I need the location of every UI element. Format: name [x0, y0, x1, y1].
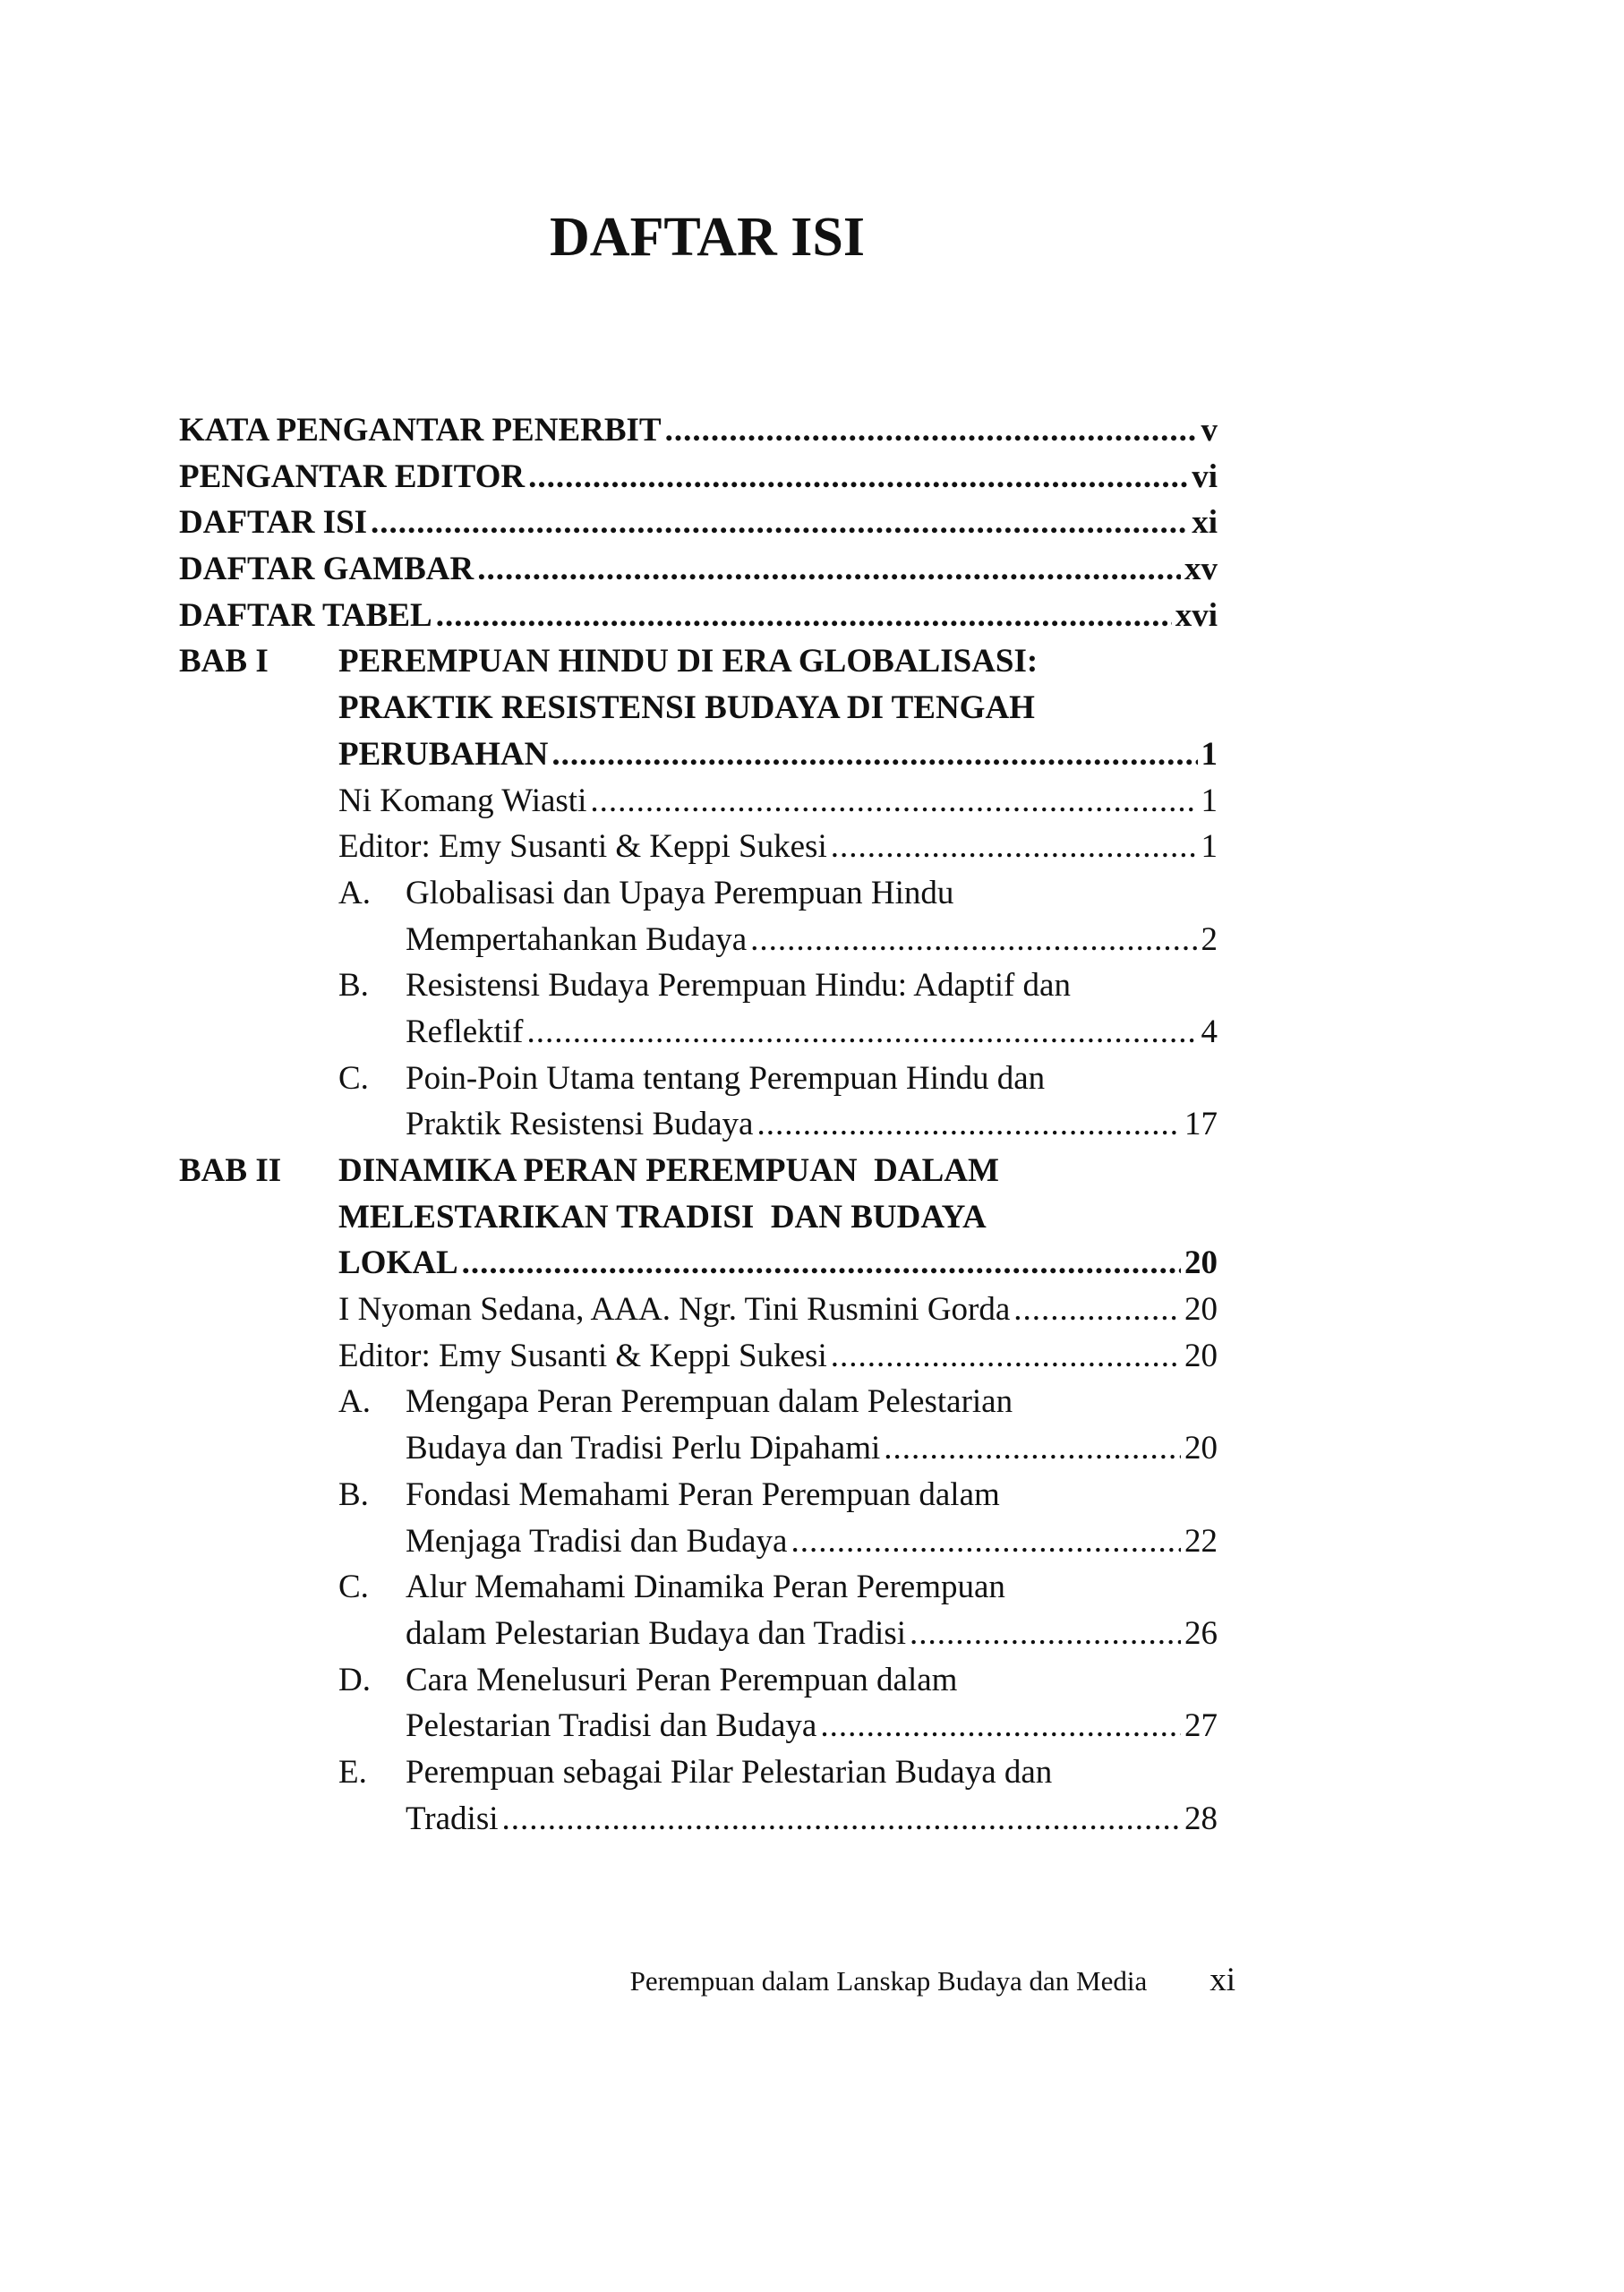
section-title: Mempertahankan Budaya: [406, 920, 748, 958]
section-title: Globalisasi dan Upaya Perempuan Hindu: [406, 874, 954, 911]
chapter-1-section-b-line-2[interactable]: [406, 1009, 1218, 1056]
section-title: Praktik Resistensi Budaya: [406, 1106, 754, 1143]
leader-dots: [371, 500, 1188, 546]
leader-dots: [528, 454, 1188, 500]
leader-dots: [551, 731, 1197, 778]
toc-page-number: 1: [1201, 735, 1218, 773]
chapter-label: BAB I: [179, 643, 269, 680]
section-title: Tradisi: [406, 1800, 499, 1837]
toc-page-number: 20: [1184, 1291, 1218, 1329]
section-letter: E.: [338, 1753, 367, 1791]
chapter-1-editor[interactable]: [338, 824, 1218, 870]
toc-page-number: xi: [1192, 504, 1218, 542]
chapter-2-section-d-line-2[interactable]: [406, 1703, 1218, 1749]
editor-name: Editor: Emy Susanti & Keppi Sukesi: [338, 828, 827, 866]
toc-page-number: 20: [1184, 1244, 1218, 1282]
section-letter: D.: [338, 1661, 371, 1698]
leader-dots: [756, 1101, 1181, 1148]
chapter-2-section-a-line-2[interactable]: [406, 1425, 1218, 1472]
section-title: Fondasi Memahami Peran Perempuan dalam: [406, 1475, 1000, 1513]
section-title: Pelestarian Tradisi dan Budaya: [406, 1707, 817, 1745]
toc-page-number: v: [1201, 412, 1218, 449]
chapter-2-section-a-line-1[interactable]: [338, 1379, 1218, 1425]
toc-page-number: 27: [1184, 1707, 1218, 1745]
leader-dots: [910, 1611, 1181, 1657]
page-footer: [0, 1961, 1235, 1999]
chapter-1-section-a-line-2[interactable]: [406, 917, 1218, 963]
leader-dots: [831, 1333, 1181, 1380]
chapter-1-title-line-2[interactable]: [338, 685, 1218, 731]
chapter-1-author[interactable]: [338, 778, 1218, 825]
author-name: Ni Komang Wiasti: [338, 782, 587, 819]
chapter-2-section-e-line-2[interactable]: [406, 1796, 1218, 1843]
chapter-1-section-b-line-1[interactable]: [338, 962, 1218, 1009]
toc-entry-title: DAFTAR ISI: [179, 504, 368, 542]
toc-entry-title: KATA PENGANTAR PENERBIT: [179, 412, 662, 449]
section-title: Cara Menelusuri Peran Perempuan dalam: [406, 1661, 958, 1698]
toc-page-number: 20: [1184, 1337, 1218, 1374]
chapter-2-section-c-line-1[interactable]: [338, 1564, 1218, 1611]
toc-page-number: 1: [1201, 782, 1218, 819]
toc-page-number: 1: [1201, 828, 1218, 866]
author-name: I Nyoman Sedana, AAA. Ngr. Tini Rusmini Gorda: [338, 1291, 1011, 1329]
section-letter: B.: [338, 967, 369, 1005]
page-title: DAFTAR ISI: [550, 207, 865, 268]
toc-page-number: 17: [1184, 1106, 1218, 1143]
editor-name: Editor: Emy Susanti & Keppi Sukesi: [338, 1337, 827, 1374]
leader-dots: [502, 1796, 1181, 1843]
toc-page-number: 20: [1184, 1430, 1218, 1467]
section-letter: B.: [338, 1475, 369, 1513]
toc-page-number: 2: [1201, 920, 1218, 958]
chapter-title: MELESTARIKAN TRADISI DAN BUDAYA: [338, 1198, 987, 1236]
section-letter: A.: [338, 874, 371, 911]
leader-dots: [820, 1703, 1181, 1749]
toc-page-number: xvi: [1175, 596, 1218, 634]
toc-page-number: vi: [1192, 458, 1218, 495]
section-title: Menjaga Tradisi dan Budaya: [406, 1522, 788, 1560]
leader-dots: [436, 593, 1172, 639]
chapter-title: LOKAL: [338, 1244, 458, 1282]
toc-page-number: xv: [1184, 551, 1218, 588]
chapter-2-section-d-line-1[interactable]: [338, 1657, 1218, 1704]
chapter-1-title-line-1[interactable]: [179, 638, 1218, 685]
table-of-contents: [179, 407, 1218, 1842]
section-title: Reflektif: [406, 1013, 524, 1050]
toc-entry-kata-pengantar[interactable]: [179, 407, 1218, 454]
leader-dots: [590, 778, 1197, 825]
section-title: Poin-Poin Utama tentang Perempuan Hindu dan: [406, 1059, 1046, 1097]
leader-dots: [791, 1518, 1181, 1565]
chapter-2-title-line-3[interactable]: [338, 1240, 1218, 1287]
chapter-2-title-line-1[interactable]: [179, 1148, 1218, 1194]
chapter-1-section-c-line-1[interactable]: [338, 1056, 1218, 1102]
chapter-2-title-line-2[interactable]: [338, 1194, 1218, 1241]
chapter-2-section-b-line-1[interactable]: [338, 1472, 1218, 1518]
toc-entry-daftar-tabel[interactable]: [179, 593, 1218, 639]
section-title: Budaya dan Tradisi Perlu Dipahami: [406, 1430, 881, 1467]
chapter-title: PRAKTIK RESISTENSI BUDAYA DI TENGAH: [338, 689, 1035, 727]
leader-dots: [527, 1009, 1198, 1056]
section-letter: A.: [338, 1383, 371, 1421]
toc-page-number: 4: [1201, 1013, 1218, 1050]
chapter-2-author[interactable]: [338, 1287, 1218, 1333]
toc-entry-daftar-gambar[interactable]: [179, 546, 1218, 593]
section-letter: C.: [338, 1059, 369, 1097]
leader-dots: [477, 546, 1181, 593]
section-letter: C.: [338, 1569, 369, 1606]
footer-page-number: xi: [1209, 1962, 1235, 1998]
toc-entry-title: DAFTAR TABEL: [179, 596, 432, 634]
leader-dots: [1013, 1287, 1181, 1333]
chapter-2-section-e-line-1[interactable]: [338, 1749, 1218, 1796]
section-title: Alur Memahami Dinamika Peran Perempuan: [406, 1569, 1005, 1606]
leader-dots: [665, 407, 1198, 454]
toc-entry-title: DAFTAR GAMBAR: [179, 551, 474, 588]
section-title: Resistensi Budaya Perempuan Hindu: Adaptif dan: [406, 967, 1071, 1005]
section-title: Mengapa Peran Perempuan dalam Pelestarian: [406, 1383, 1013, 1421]
chapter-title: PEREMPUAN HINDU DI ERA GLOBALISASI:: [338, 643, 1039, 680]
chapter-2-section-b-line-2[interactable]: [406, 1518, 1218, 1565]
toc-page-number: 22: [1184, 1522, 1218, 1560]
chapter-title: DINAMIKA PERAN PEREMPUAN DALAM: [338, 1152, 999, 1189]
chapter-2-editor[interactable]: [338, 1333, 1218, 1380]
toc-entry-pengantar-editor[interactable]: [179, 454, 1218, 500]
leader-dots: [750, 917, 1197, 963]
section-title: dalam Pelestarian Budaya dan Tradisi: [406, 1614, 907, 1652]
leader-dots: [884, 1425, 1181, 1472]
toc-page-number: 28: [1184, 1800, 1218, 1837]
leader-dots: [831, 824, 1198, 870]
section-title: Perempuan sebagai Pilar Pelestarian Budaya dan: [406, 1753, 1053, 1791]
chapter-title: PERUBAHAN: [338, 735, 549, 773]
chapter-label: BAB II: [179, 1152, 282, 1189]
toc-page-number: 26: [1184, 1614, 1218, 1652]
toc-entry-title: PENGANTAR EDITOR: [179, 458, 526, 495]
running-footer-title: Perempuan dalam Lanskap Budaya dan Media: [629, 1965, 1148, 1997]
chapter-1-section-c-line-2[interactable]: [406, 1101, 1218, 1148]
leader-dots: [462, 1240, 1181, 1287]
chapter-1-title-line-3[interactable]: [338, 731, 1218, 778]
chapter-1-section-a-line-1[interactable]: [338, 870, 1218, 917]
toc-entry-daftar-isi[interactable]: [179, 500, 1218, 546]
chapter-2-section-c-line-2[interactable]: [406, 1611, 1218, 1657]
